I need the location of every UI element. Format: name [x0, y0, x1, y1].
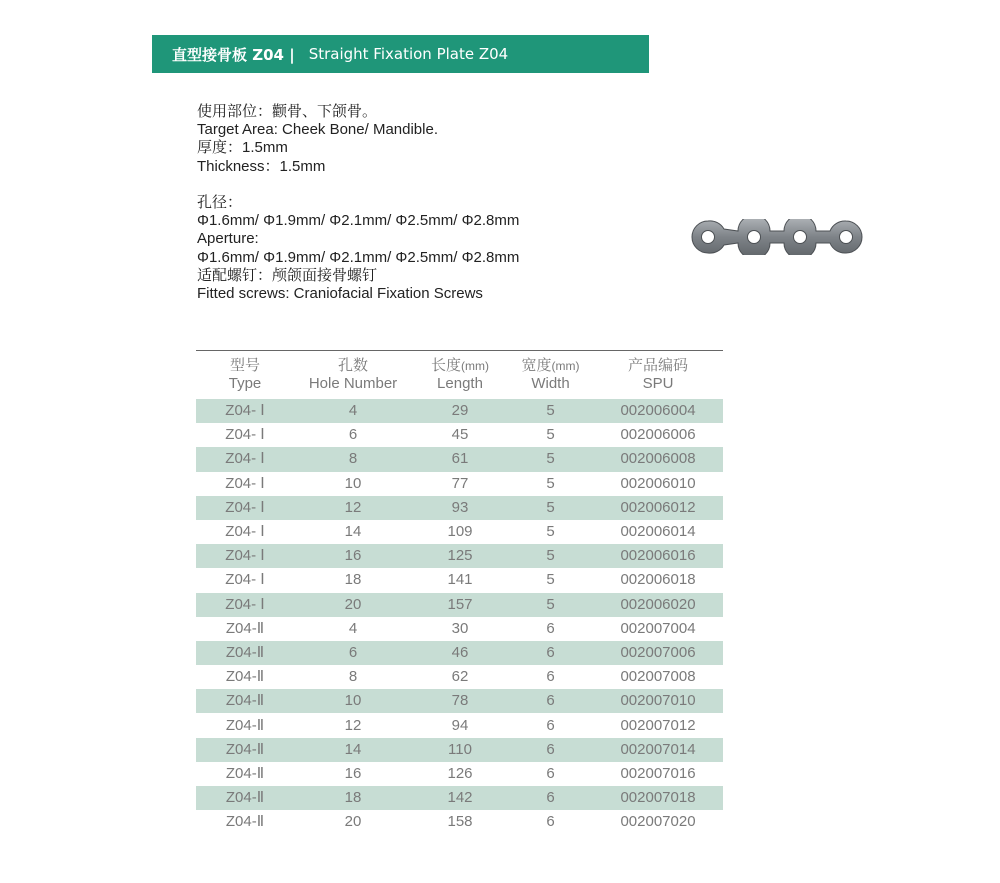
table-cell: 002006004: [593, 399, 723, 423]
table-row: [196, 447, 723, 471]
table-cell: 6: [546, 764, 555, 782]
table-cell: 5: [508, 399, 593, 423]
table-cell: 002007020: [620, 813, 696, 831]
table-cell: 5: [508, 496, 593, 520]
header-cell: SPU: [642, 375, 674, 392]
spec-line: 适配螺钉：颅颌面接骨螺钉: [197, 266, 378, 284]
table-row: [196, 762, 723, 786]
table-cell: 6: [348, 426, 358, 444]
table-row: [196, 544, 723, 568]
table-cell: Z04-Ⅱ: [225, 813, 265, 831]
table-cell: 002007016: [620, 764, 696, 782]
spec-line: Thickness：1.5mm: [197, 157, 326, 175]
table-row: [196, 810, 723, 834]
table-cell: 002006014: [620, 523, 696, 541]
spec-block: [197, 103, 647, 303]
spec-line: Φ1.6mm/ Φ1.9mm/ Φ2.1mm/ Φ2.5mm/ Φ2.8mm: [197, 212, 520, 230]
header-cell: 孔数: [294, 351, 412, 376]
table-cell: 8: [294, 447, 412, 471]
header-cell: Type: [228, 375, 262, 392]
table-cell: 18: [294, 786, 412, 810]
table-cell: 5: [546, 571, 555, 589]
table-cell: 5: [546, 474, 555, 492]
table-cell: Z04-Ⅱ: [225, 668, 265, 686]
table-cell: 002006016: [593, 544, 723, 568]
table-cell: 77: [451, 474, 469, 492]
plate-hole: [748, 231, 761, 244]
header-row-en: [196, 375, 723, 399]
table-cell: 002007010: [593, 689, 723, 713]
table-cell: Z04-Ⅱ: [196, 641, 294, 665]
table-cell: 002007018: [593, 786, 723, 810]
table-cell: 109: [447, 523, 473, 541]
table-cell: 110: [412, 738, 508, 762]
table-cell: 6: [508, 738, 593, 762]
table-cell: Z04- Ⅰ: [225, 426, 265, 444]
table-cell: 14: [344, 523, 362, 541]
table-cell: 4: [348, 619, 358, 637]
table-cell: 6: [508, 689, 593, 713]
table-row: [196, 617, 723, 641]
table-cell: 6: [546, 716, 555, 734]
table-row: [196, 593, 723, 617]
table-cell: 93: [412, 496, 508, 520]
table-cell: 61: [412, 447, 508, 471]
table-cell: 5: [546, 426, 555, 444]
table-cell: 10: [344, 474, 362, 492]
spec-line: Aperture:: [197, 230, 259, 248]
header-cell: 长度(mm): [412, 351, 508, 376]
table-cell: 142: [412, 786, 508, 810]
table-cell: 16: [294, 544, 412, 568]
table-row: [196, 399, 723, 423]
table-cell: Z04- Ⅰ: [225, 523, 265, 541]
table-cell: 12: [344, 716, 362, 734]
header-row-cn: [196, 351, 723, 376]
table-cell: 5: [508, 544, 593, 568]
table-cell: Z04-Ⅱ: [225, 619, 265, 637]
table-cell: 78: [412, 689, 508, 713]
table-row: [196, 641, 723, 665]
table-row: [196, 472, 723, 496]
header-cell: 产品编码: [593, 351, 723, 376]
table-cell: 002006012: [593, 496, 723, 520]
table-cell: Z04- Ⅰ: [196, 544, 294, 568]
fixation-plate-icon: [690, 219, 864, 255]
header-cell: Hole Number: [308, 375, 398, 392]
table-cell: Z04- Ⅰ: [196, 399, 294, 423]
table-cell: 002006008: [593, 447, 723, 471]
fixation-plate-svg: [690, 219, 864, 255]
header-cell: 型号: [196, 351, 294, 376]
table-cell: 10: [294, 689, 412, 713]
plate-hole: [702, 231, 715, 244]
table-row: [196, 568, 723, 592]
spec-line: 使用部位：颧骨、下颌骨。: [197, 103, 378, 120]
table-cell: 20: [294, 593, 412, 617]
spec-table: [196, 350, 723, 834]
table-cell: 6: [294, 641, 412, 665]
table-cell: Z04- Ⅰ: [196, 447, 294, 471]
table-cell: 6: [508, 641, 593, 665]
header-cell: Length: [437, 375, 483, 392]
table-row: [196, 520, 723, 544]
table-row: [196, 665, 723, 689]
table-cell: 8: [348, 668, 358, 686]
table-cell: 30: [451, 619, 469, 637]
table-cell: 5: [546, 523, 555, 541]
table-cell: 002007012: [620, 716, 696, 734]
table-cell: 002006010: [620, 474, 696, 492]
plate-hole: [794, 231, 807, 244]
table-cell: 141: [447, 571, 473, 589]
table-cell: 6: [546, 619, 555, 637]
table-cell: 158: [447, 813, 473, 831]
table-cell: 125: [412, 544, 508, 568]
title-banner: [152, 35, 649, 73]
table-cell: 62: [451, 668, 469, 686]
table-cell: 157: [412, 593, 508, 617]
table-row: [196, 689, 723, 713]
table-row: [196, 713, 723, 737]
table-row: [196, 496, 723, 520]
table-cell: 4: [294, 399, 412, 423]
table-cell: 45: [451, 426, 469, 444]
table-cell: 6: [508, 786, 593, 810]
table-cell: Z04-Ⅱ: [196, 786, 294, 810]
table-cell: 002007006: [593, 641, 723, 665]
table-cell: 6: [546, 668, 555, 686]
table-cell: 5: [508, 447, 593, 471]
spec-line: 孔径：: [197, 193, 243, 211]
table-body: [196, 399, 723, 834]
spec-line: 厚度：1.5mm: [197, 139, 288, 157]
spec-line: Target Area: Cheek Bone/ Mandible.: [197, 121, 438, 139]
plate-body: [692, 219, 862, 255]
table-cell: 16: [344, 764, 362, 782]
table-cell: Z04-Ⅱ: [225, 764, 265, 782]
table-cell: 002007014: [593, 738, 723, 762]
title-en: Straight Fixation Plate Z04: [308, 45, 509, 63]
table-cell: 12: [294, 496, 412, 520]
plate-hole: [840, 231, 853, 244]
table-cell: Z04- Ⅰ: [196, 593, 294, 617]
table-cell: 6: [546, 813, 555, 831]
spec-line: Φ1.6mm/ Φ1.9mm/ Φ2.1mm/ Φ2.5mm/ Φ2.8mm: [197, 248, 520, 266]
spec-gap: [197, 176, 647, 194]
table-cell: 002006018: [620, 571, 696, 589]
table-cell: Z04-Ⅱ: [225, 716, 265, 734]
table-cell: Z04-Ⅱ: [196, 689, 294, 713]
table-cell: Z04-Ⅱ: [196, 738, 294, 762]
table-cell: Z04- Ⅰ: [225, 571, 265, 589]
table-cell: 002007008: [620, 668, 696, 686]
spec-line: Fitted screws: Craniofacial Fixation Screws: [197, 284, 483, 302]
table-cell: 18: [344, 571, 362, 589]
table-cell: 94: [451, 716, 469, 734]
table-row: [196, 423, 723, 447]
table-cell: 002006006: [620, 426, 696, 444]
header-cell: 宽度(mm): [508, 351, 593, 376]
table-cell: Z04- Ⅰ: [196, 496, 294, 520]
title-cn: 直型接骨板 Z04 |: [172, 45, 295, 64]
table-cell: 002006020: [593, 593, 723, 617]
header-cell: Width: [531, 375, 570, 392]
table-cell: 14: [294, 738, 412, 762]
table-cell: Z04- Ⅰ: [225, 474, 265, 492]
table-row: [196, 786, 723, 810]
table-cell: 20: [344, 813, 362, 831]
table-cell: 29: [412, 399, 508, 423]
table-row: [196, 738, 723, 762]
table-cell: 5: [508, 593, 593, 617]
table-cell: 126: [447, 764, 473, 782]
table-cell: 46: [412, 641, 508, 665]
table-cell: 002007004: [620, 619, 696, 637]
